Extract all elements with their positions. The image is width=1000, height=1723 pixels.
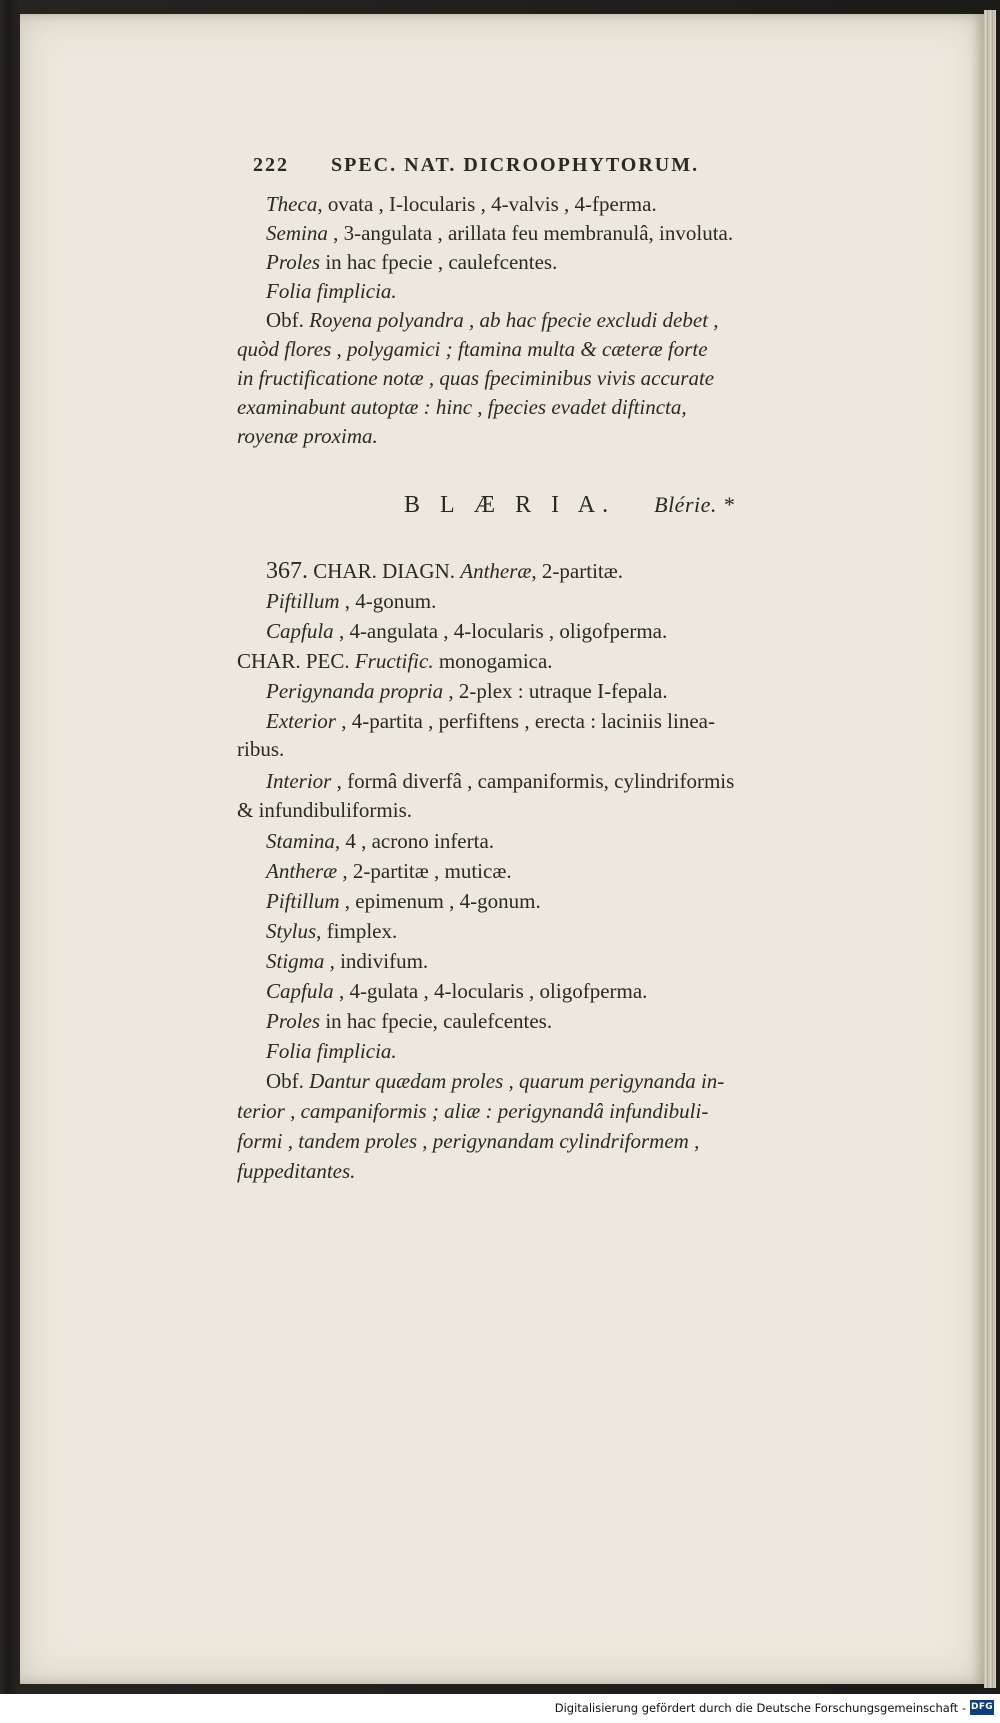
line-text: , 4-partita , perfiftens , erecta : laciniis linea- bbox=[335, 709, 715, 733]
term: Stigma bbox=[266, 949, 325, 973]
text-line bbox=[266, 1008, 552, 1034]
line-text: , 4-gonum. bbox=[339, 589, 437, 613]
term: Fructific. bbox=[354, 649, 434, 673]
obs-label: Obf. bbox=[266, 1069, 304, 1093]
running-header bbox=[253, 152, 699, 178]
term: Semina bbox=[266, 221, 328, 245]
text-line-proles bbox=[266, 249, 557, 275]
term: Proles bbox=[266, 1009, 321, 1033]
obs-label: Obf. bbox=[266, 308, 310, 332]
text-line-semina bbox=[266, 220, 733, 246]
text-line bbox=[266, 678, 668, 704]
running-title: SPEC. NAT. DICROOPHYTORUM. bbox=[331, 154, 700, 176]
term: Interior bbox=[266, 769, 332, 793]
obs-line-4 bbox=[237, 394, 687, 420]
dfg-logo: DFG bbox=[970, 1700, 994, 1715]
text-line bbox=[266, 618, 667, 644]
line-text: , 2-plex : utraque I-fepala. bbox=[443, 679, 668, 703]
line-text: monogamica. bbox=[433, 649, 553, 673]
obs-text: Royena polyandra , ab hac fpecie excludi debet , bbox=[309, 308, 719, 332]
obs-line-3 bbox=[237, 1128, 699, 1154]
obs-line-5 bbox=[237, 423, 378, 449]
obs-text: in fructificatione notæ , quas fpeciminibus vivis accurate bbox=[237, 366, 715, 390]
text-line-folia bbox=[266, 278, 397, 304]
term: Stamina, bbox=[266, 829, 341, 853]
obs-line-2 bbox=[237, 336, 708, 362]
line-text: & infundibuliformis. bbox=[237, 798, 412, 822]
term: Piftillum bbox=[266, 589, 340, 613]
char-pec-line bbox=[237, 648, 553, 674]
text-line bbox=[237, 797, 412, 823]
text-line bbox=[237, 736, 284, 762]
entry-number: 367. bbox=[266, 558, 308, 584]
line-text: , indivifum. bbox=[324, 949, 429, 973]
line-text: , 3-angulata , arillata feu membranulâ, involuta. bbox=[327, 221, 734, 245]
obs-line-1 bbox=[266, 1068, 724, 1094]
text-line bbox=[266, 708, 715, 734]
text-line bbox=[266, 948, 428, 974]
term: Antheræ bbox=[266, 859, 338, 883]
line-text: , 4-angulata , 4-locularis , oligofperma. bbox=[333, 619, 668, 643]
text-line bbox=[266, 858, 512, 884]
line-text: , epimenum , 4-gonum. bbox=[339, 889, 541, 913]
genus-title bbox=[404, 492, 734, 518]
book-page bbox=[20, 14, 984, 1684]
obs-text: examinabunt autoptæ : hinc , fpecies evadet diftincta, bbox=[237, 395, 687, 419]
term: Piftillum bbox=[266, 889, 340, 913]
genus-name: B L Æ R I A. bbox=[404, 492, 616, 518]
line-text: in hac fpecie , caulefcentes. bbox=[320, 250, 558, 274]
obs-text: terior , campaniformis ; aliæ : perigynandâ infundibuli- bbox=[237, 1099, 709, 1123]
obs-line-1 bbox=[266, 307, 719, 333]
obs-line-4 bbox=[237, 1158, 355, 1184]
term: Stylus bbox=[266, 919, 317, 943]
text-line bbox=[266, 978, 647, 1004]
footer-bar bbox=[0, 1694, 1000, 1723]
term: Folia fimplicia. bbox=[266, 1039, 397, 1063]
line-text: , fimplex. bbox=[316, 919, 398, 943]
term: Proles bbox=[266, 250, 321, 274]
char-pec-label: CHAR. PEC. bbox=[237, 649, 350, 673]
term: Antheræ bbox=[460, 559, 532, 583]
text-line bbox=[266, 588, 436, 614]
line-text: , ovata , I-locularis , 4-valvis , 4-fperma. bbox=[317, 192, 657, 216]
line-text: , 2-partitæ. bbox=[531, 559, 623, 583]
text-line bbox=[266, 918, 397, 944]
line-text: 4 , acrono inferta. bbox=[340, 829, 495, 853]
term: Exterior bbox=[266, 709, 336, 733]
page-number: 222 bbox=[253, 154, 289, 176]
obs-text: royenæ proxima. bbox=[237, 424, 378, 448]
obs-line-2 bbox=[237, 1098, 708, 1124]
term: Folia fimplicia. bbox=[266, 279, 397, 303]
text-line bbox=[266, 828, 494, 854]
text-line bbox=[266, 1038, 397, 1064]
term: Capfula bbox=[266, 979, 334, 1003]
term: Perigynanda propria bbox=[266, 679, 444, 703]
char-diagn-line bbox=[266, 558, 623, 584]
obs-text: Dantur quædam proles , quarum perigynanda in- bbox=[309, 1069, 725, 1093]
obs-line-3 bbox=[237, 365, 714, 391]
genus-french-name: Blérie. * bbox=[654, 492, 735, 517]
obs-text: formi , tandem proles , perigynandam cylindriformem , bbox=[237, 1129, 700, 1153]
obs-text: fuppeditantes. bbox=[237, 1159, 356, 1183]
line-text: , formâ diverfâ , campaniformis, cylindriformis bbox=[331, 769, 735, 793]
obs-text: quòd flores , polygamici ; ftamina multa & cæteræ forte bbox=[237, 337, 708, 361]
line-text: ribus. bbox=[237, 737, 285, 761]
text-line bbox=[266, 768, 734, 794]
char-diagn-label: CHAR. DIAGN. bbox=[313, 559, 455, 583]
line-text: , 2-partitæ , muticæ. bbox=[337, 859, 512, 883]
text-line bbox=[266, 888, 541, 914]
line-text: , 4-gulata , 4-locularis , oligofperma. bbox=[333, 979, 648, 1003]
page-edge bbox=[984, 10, 996, 1688]
term: Capfula bbox=[266, 619, 334, 643]
footer-credit: Digitalisierung gefördert durch die Deutsche Forschungsgemeinschaft - bbox=[554, 1701, 966, 1715]
line-text: in hac fpecie, caulefcentes. bbox=[320, 1009, 553, 1033]
text-line-theca bbox=[266, 191, 657, 217]
term: Theca bbox=[266, 192, 318, 216]
